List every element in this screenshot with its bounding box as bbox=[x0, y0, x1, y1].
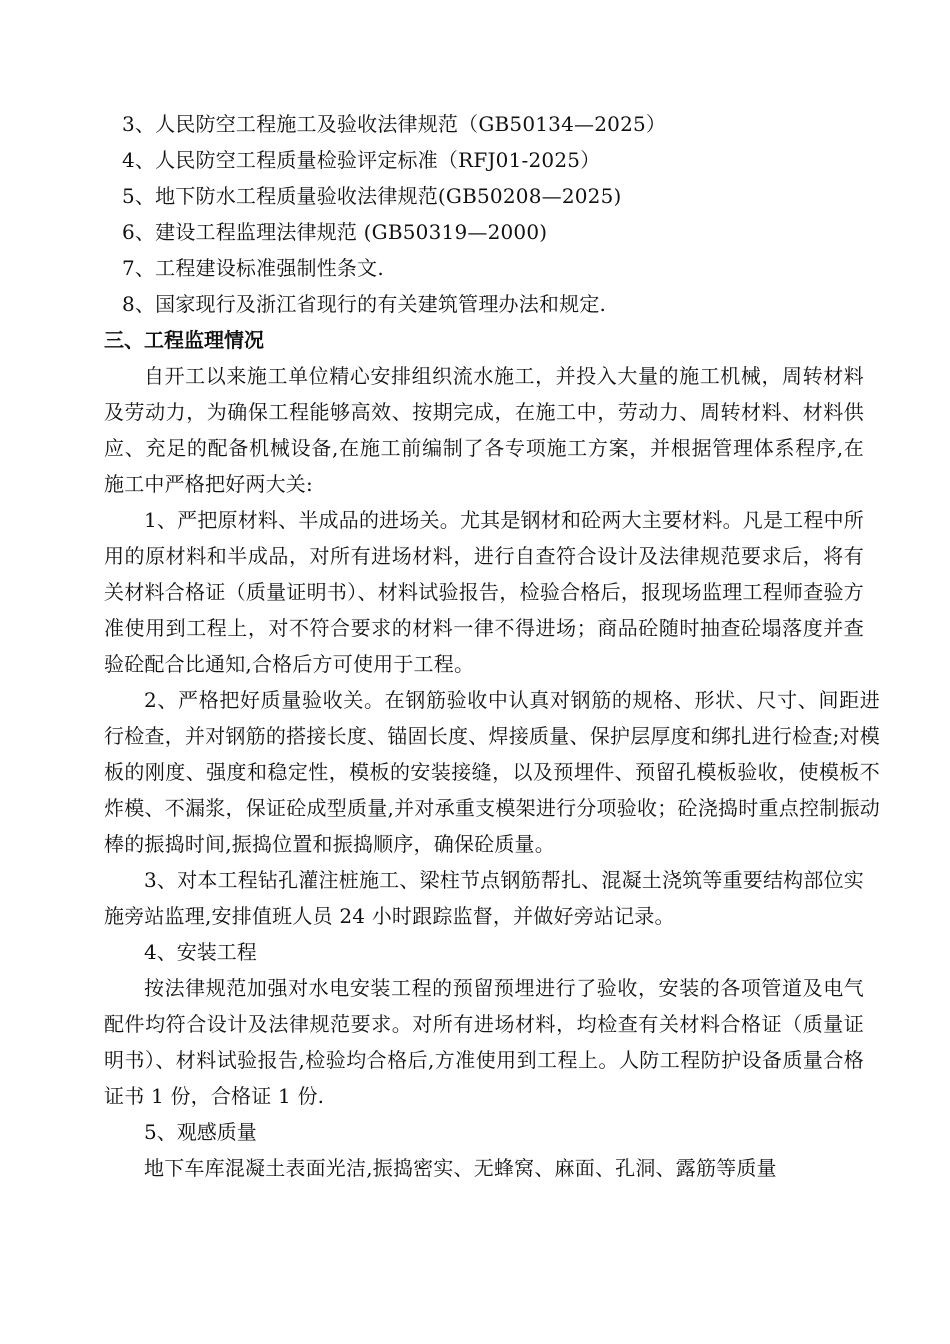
reference-item-7: 7、工程建设标准强制性条文. bbox=[122, 256, 384, 280]
reference-item-5: 5、地下防水工程质量验收法律规范(GB50208—2025) bbox=[122, 184, 622, 208]
document-body bbox=[104, 106, 880, 1186]
section-heading: 三、工程监理情况 bbox=[104, 328, 264, 352]
intro-paragraph: 自开工以来施工单位精心安排组织流水施工，并投入大量的施工机械，周转材料及劳动力，为确保工程能够高效、按期完成，在施工中，劳动力、周转材料、材料供应、充足的配备机械设备,在施工前编制了各专项施工方案，并根据管理体系程序,在施工中严格把好两大关: bbox=[104, 364, 864, 496]
point-3-paragraph: 3、对本工程钻孔灌注桩施工、梁柱节点钢筋帮扎、混凝土浇筑等重要结构部位实施旁站监理,安排值班人员 24 小时跟踪监督，并做好旁站记录。 bbox=[104, 868, 864, 928]
appearance-paragraph: 地下车库混凝土表面光洁,振捣密实、无蜂窝、麻面、孔洞、露筋等质量 bbox=[144, 1156, 777, 1180]
point-2-paragraph: 2、严格把好质量验收关。在钢筋验收中认真对钢筋的规格、形状、尺寸、间距进行检查，并对钢筋的搭接长度、锚固长度、焊接质量、保护层厚度和绑扎进行检查;对模板的刚度、强度和稳定性，模板的安装接缝，以及预埋件、预留孔模板验收，使模板不炸模、不漏浆，保证砼成型质量,并对承重支模架进行分项验收；砼浇捣时重点控制振动棒的振捣时间,振捣位置和振捣顺序，确保砼质量。 bbox=[104, 688, 880, 856]
reference-item-3: 3、人民防空工程施工及验收法律规范（GB50134—2025） bbox=[122, 112, 667, 136]
reference-item-8: 8、国家现行及浙江省现行的有关建筑管理办法和规定. bbox=[122, 292, 607, 316]
reference-item-4: 4、人民防空工程质量检验评定标准（RFJ01-2025） bbox=[122, 148, 601, 172]
subheading-appearance: 5、观感质量 bbox=[144, 1120, 257, 1144]
subheading-installation: 4、安装工程 bbox=[144, 940, 257, 964]
point-1-paragraph: 1、严把原材料、半成品的进场关。尤其是钢材和砼两大主要材料。凡是工程中所用的原材料和半成品，对所有进场材料，进行自查符合设计及法律规范要求后，将有关材料合格证（质量证明书）、材料试验报告，检验合格后，报现场监理工程师查验方准使用到工程上，对不符合要求的材料一律不得进场；商品砼随时抽查砼塌落度并查验砼配合比通知,合格后方可使用于工程。 bbox=[104, 508, 864, 676]
reference-item-6: 6、建设工程监理法律规范 (GB50319—2000) bbox=[122, 220, 548, 244]
installation-paragraph: 按法律规范加强对水电安装工程的预留预埋进行了验收，安装的各项管道及电气配件均符合设计及法律规范要求。对所有进场材料，均检查有关材料合格证（质量证明书）、材料试验报告,检验均合格后,方准使用到工程上。人防工程防护设备质量合格证书 1 份，合格证 1 份. bbox=[104, 976, 864, 1108]
